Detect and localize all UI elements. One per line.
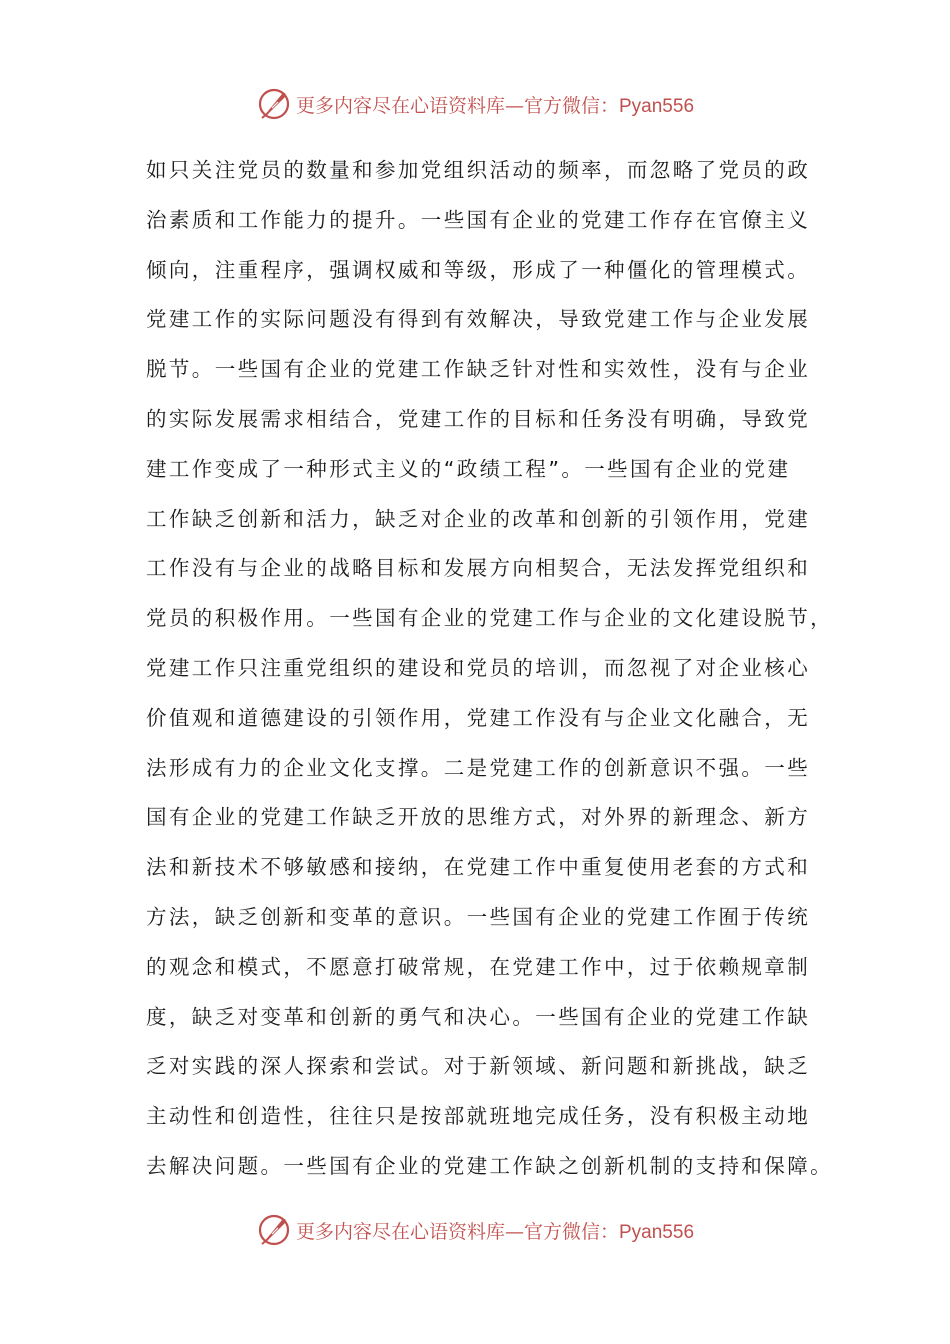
body-line: 建工作变成了一种形式主义的“政绩工程”。一些国有企业的党建 xyxy=(146,456,791,481)
body-line: 的观念和模式，不愿意打破常规，在党建工作中，过于依赖规章制 xyxy=(146,954,811,979)
body-line: 去解决问题。一些国有企业的党建工作缺之创新机制的支持和保障。 xyxy=(146,1153,833,1178)
body-line: 工作缺乏创新和活力，缺乏对企业的改革和创新的引领作用，党建 xyxy=(146,506,811,531)
body-line: 党建工作的实际问题没有得到有效解决，导致党建工作与企业发展 xyxy=(146,307,811,332)
footer-banner xyxy=(0,1210,950,1250)
body-line: 度，缺乏对变革和创新的勇气和决心。一些国有企业的党建工作缺 xyxy=(146,1004,811,1029)
header-wechat-id: Pyan556 xyxy=(619,95,695,117)
body-line: 主动性和创造性，往往只是按部就班地完成任务，没有积极主动地 xyxy=(146,1104,811,1129)
footer-banner-text: 更多内容尽在心语资料库—官方微信：Pyan556 xyxy=(295,1220,695,1243)
body-line: 法形成有力的企业文化支撑。二是党建工作的创新意识不强。一些 xyxy=(146,755,811,780)
footer-wechat-id: Pyan556 xyxy=(619,1221,695,1243)
quill-logo-icon xyxy=(256,1212,292,1248)
body-line: 倾向，注重程序，强调权威和等级，形成了一种僵化的管理模式。 xyxy=(146,257,811,282)
body-line: 脱节。一些国有企业的党建工作缺乏针对性和实效性，没有与企业 xyxy=(146,357,811,382)
body-line: 如只关注党员的数量和参加党组织活动的频率，而忽略了党员的政 xyxy=(146,158,811,182)
body-line: 党建工作只注重党组织的建设和党员的培训，而忽视了对企业核心 xyxy=(146,655,811,680)
body-line: 治素质和工作能力的提升。一些国有企业的党建工作存在官僚主义 xyxy=(146,207,811,232)
body-line: 党员的积极作用。一些国有企业的党建工作与企业的文化建设脱节， xyxy=(146,606,833,631)
body-line: 的实际发展需求相结合，党建工作的目标和任务没有明确，导致党 xyxy=(146,406,811,431)
quill-logo-icon xyxy=(256,86,292,122)
body-line: 乏对实践的深人探索和尝试。对于新领域、新问题和新挑战，缺乏 xyxy=(146,1054,811,1079)
body-line: 价值观和道德建设的引领作用，党建工作没有与企业文化融合，无 xyxy=(146,705,811,730)
header-banner xyxy=(0,84,950,124)
body-line: 国有企业的党建工作缺乏开放的思维方式，对外界的新理念、新方 xyxy=(146,805,811,830)
document-body xyxy=(146,146,833,1192)
header-banner-text: 更多内容尽在心语资料库—官方微信：Pyan556 xyxy=(295,94,695,117)
body-line: 法和新技术不够敏感和接纳，在党建工作中重复使用老套的方式和 xyxy=(146,855,811,880)
body-line: 方法，缺乏创新和变革的意识。一些国有企业的党建工作囿于传统 xyxy=(146,904,811,929)
body-line: 工作没有与企业的战略目标和发展方向相契合，无法发挥党组织和 xyxy=(146,556,811,581)
